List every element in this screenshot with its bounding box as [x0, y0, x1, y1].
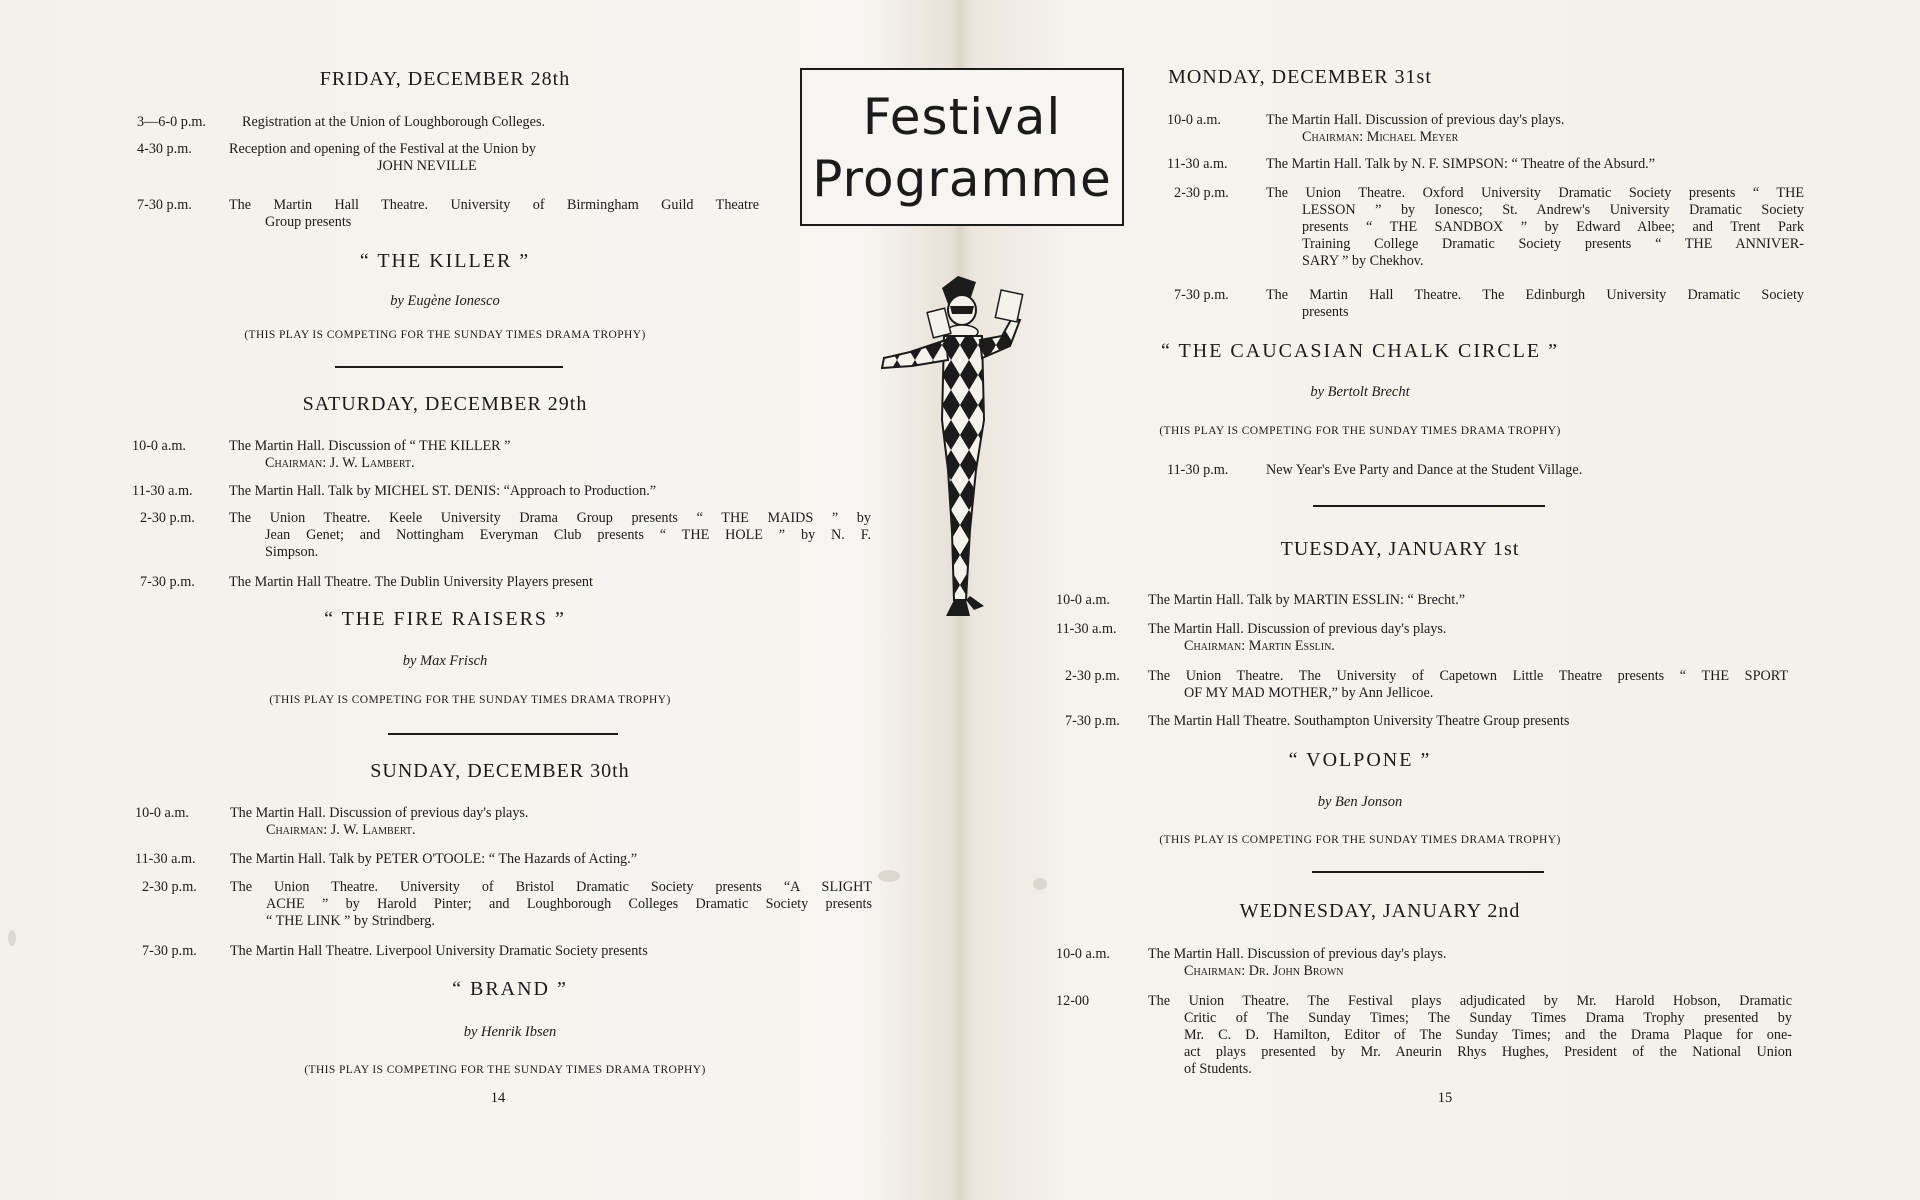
competition-note: (THIS PLAY IS COMPETING FOR THE SUNDAY TIMES DRAMA TROPHY)	[244, 329, 646, 341]
entry-time: 7-30 p.m.	[137, 197, 192, 213]
chairman-line: Chairman: J. W. Lambert.	[266, 822, 416, 838]
play-author: by Henrik Ibsen	[463, 1024, 557, 1040]
day-heading-tuesday: TUESDAY, JANUARY 1st	[1280, 538, 1520, 560]
entry-text: Jean Genet; and Nottingham Everyman Club presents “ THE HOLE ” by N. F.	[265, 527, 871, 543]
entry-time: 10-0 a.m.	[1056, 946, 1110, 962]
entry-time: 11-30 a.m.	[1056, 621, 1117, 637]
play-title: “ BRAND ”	[452, 978, 568, 1000]
entry-text: The Martin Hall Theatre. The Edinburgh University Dramatic Society	[1266, 287, 1804, 303]
entry-time: 3—6-0 p.m.	[137, 114, 206, 130]
play-author: by Max Frisch	[402, 653, 488, 669]
entry-text: “ THE LINK ” by Strindberg.	[266, 913, 435, 929]
entry-time: 11-30 a.m.	[1167, 156, 1228, 172]
entry-time: 11-30 a.m.	[135, 851, 196, 867]
day-heading-wednesday: WEDNESDAY, JANUARY 2nd	[1239, 900, 1521, 922]
entry-time: 2-30 p.m.	[140, 510, 195, 526]
entry-time: 4-30 p.m.	[137, 141, 192, 157]
competition-note: (THIS PLAY IS COMPETING FOR THE SUNDAY TIMES DRAMA TROPHY)	[304, 1064, 706, 1076]
play-author: by Ben Jonson	[1317, 794, 1403, 810]
entry-text: The Martin Hall. Discussion of previous day's plays.	[1148, 621, 1447, 637]
chairman-line: Chairman: J. W. Lambert.	[265, 455, 415, 471]
entry-text: The Martin Hall Theatre. University of Birmingham Guild Theatre	[229, 197, 759, 213]
entry-time: 7-30 p.m.	[1174, 287, 1229, 303]
entry-text: presents	[1302, 304, 1349, 320]
entry-text: Critic of The Sunday Times; The Sunday Times Drama Trophy presented by	[1184, 1010, 1792, 1026]
competition-note: (THIS PLAY IS COMPETING FOR THE SUNDAY TIMES DRAMA TROPHY)	[1159, 834, 1561, 846]
entry-time: 7-30 p.m.	[142, 943, 197, 959]
entry-time: 10-0 a.m.	[1167, 112, 1221, 128]
entry-text: The Union Theatre. University of Bristol Dramatic Society presents “A SLIGHT	[230, 879, 872, 895]
entry-text: The Martin Hall. Discussion of previous day's plays.	[1266, 112, 1565, 128]
entry-text: The Union Theatre. Keele University Drama Group presents “ THE MAIDS ” by	[229, 510, 871, 526]
right-page	[960, 0, 1920, 1200]
entry-time: 11-30 p.m.	[1167, 462, 1229, 478]
entry-time: 2-30 p.m.	[1065, 668, 1120, 684]
title-line: Festival	[862, 88, 1062, 146]
day-heading-friday: FRIDAY, DECEMBER 28th	[319, 68, 571, 90]
entry-time: 12-00	[1056, 993, 1090, 1009]
entry-text: The Martin Hall. Talk by N. F. SIMPSON: “ Theatre of the Absurd.”	[1266, 156, 1656, 172]
entry-time: 2-30 p.m.	[142, 879, 197, 895]
page-number: 15	[1437, 1090, 1453, 1106]
entry-time: 11-30 a.m.	[132, 483, 193, 499]
section-divider	[388, 733, 618, 735]
entry-text: of Students.	[1184, 1061, 1252, 1077]
entry-time: 7-30 p.m.	[1065, 713, 1120, 729]
competition-note: (THIS PLAY IS COMPETING FOR THE SUNDAY TIMES DRAMA TROPHY)	[269, 694, 671, 706]
entry-text: The Union Theatre. The University of Capetown Little Theatre presents “ THE SPORT	[1148, 668, 1788, 684]
entry-text: The Union Theatre. The Festival plays adjudicated by Mr. Harold Hobson, Dramatic	[1148, 993, 1792, 1009]
entry-time: 10-0 a.m.	[132, 438, 186, 454]
entry-text: The Martin Hall Theatre. Liverpool University Dramatic Society presents	[230, 943, 648, 959]
day-heading-saturday: SATURDAY, DECEMBER 29th	[302, 393, 588, 415]
chairman-line: Chairman: Michael Meyer	[1302, 129, 1459, 145]
play-author: by Eugène Ionesco	[390, 293, 500, 309]
entry-text: The Martin Hall. Discussion of previous day's plays.	[230, 805, 529, 821]
entry-text: The Union Theatre. Oxford University Dramatic Society presents “ THE	[1266, 185, 1804, 201]
entry-text: The Martin Hall Theatre. The Dublin University Players present	[229, 574, 593, 590]
competition-note: (THIS PLAY IS COMPETING FOR THE SUNDAY TIMES DRAMA TROPHY)	[1159, 425, 1561, 437]
entry-time: 10-0 a.m.	[1056, 592, 1110, 608]
chairman-line: Chairman: Dr. John Brown	[1184, 963, 1344, 979]
title-line: Programme	[812, 150, 1112, 208]
entry-text: presents “ THE SANDBOX ” by Edward Albee; and Trent Park	[1302, 219, 1804, 235]
chairman-line: Chairman: Martin Esslin.	[1184, 638, 1335, 654]
entry-text: The Martin Hall. Discussion of previous day's plays.	[1148, 946, 1447, 962]
play-title: “ THE FIRE RAISERS ”	[324, 608, 566, 630]
entry-text: ACHE ” by Harold Pinter; and Loughborough Colleges Dramatic Society presents	[266, 896, 872, 912]
day-heading-monday: MONDAY, DECEMBER 31st	[1168, 66, 1432, 88]
play-title: “ VOLPONE ”	[1288, 749, 1432, 771]
section-divider	[1313, 505, 1545, 507]
entry-text: Registration at the Union of Loughborough Colleges.	[242, 114, 546, 130]
entry-text: The Martin Hall. Talk by MICHEL ST. DENIS: “Approach to Production.”	[229, 483, 657, 499]
entry-text: Reception and opening of the Festival at the Union by	[229, 141, 536, 157]
page-number: 14	[490, 1090, 506, 1106]
entry-time: 2-30 p.m.	[1174, 185, 1229, 201]
section-divider	[1312, 871, 1544, 873]
entry-text: Group presents	[265, 214, 352, 230]
entry-text: act plays presented by Mr. Aneurin Rhys Hughes, President of the National Union	[1184, 1044, 1792, 1060]
entry-text: The Martin Hall. Talk by PETER O'TOOLE: “ The Hazards of Acting.”	[230, 851, 637, 867]
entry-time: 7-30 p.m.	[140, 574, 195, 590]
guest-name: JOHN NEVILLE	[377, 158, 477, 174]
entry-time: 10-0 a.m.	[135, 805, 189, 821]
entry-text: New Year's Eve Party and Dance at the Student Village.	[1266, 462, 1583, 478]
entry-text: Mr. C. D. Hamilton, Editor of The Sunday Times; and the Drama Plaque for one-	[1184, 1027, 1792, 1043]
play-title: “ THE CAUCASIAN CHALK CIRCLE ”	[1161, 340, 1559, 362]
entry-text: Training College Dramatic Society presents “ THE ANNIVER-	[1302, 236, 1804, 252]
entry-text: The Martin Hall. Discussion of “ THE KILLER ”	[229, 438, 511, 454]
play-author: by Bertolt Brecht	[1310, 384, 1410, 400]
entry-text: LESSON ” by Ionesco; St. Andrew's University Dramatic Society	[1302, 202, 1804, 218]
entry-text: SARY ” by Chekhov.	[1302, 253, 1424, 269]
section-divider	[335, 366, 563, 368]
play-title: “ THE KILLER ”	[359, 250, 531, 272]
entry-text: OF MY MAD MOTHER,” by Ann Jellicoe.	[1184, 685, 1434, 701]
entry-text: The Martin Hall Theatre. Southampton University Theatre Group presents	[1148, 713, 1570, 729]
entry-text: The Martin Hall. Talk by MARTIN ESSLIN: “ Brecht.”	[1148, 592, 1466, 608]
day-heading-sunday: SUNDAY, DECEMBER 30th	[370, 760, 630, 782]
entry-text: Simpson.	[265, 544, 319, 560]
